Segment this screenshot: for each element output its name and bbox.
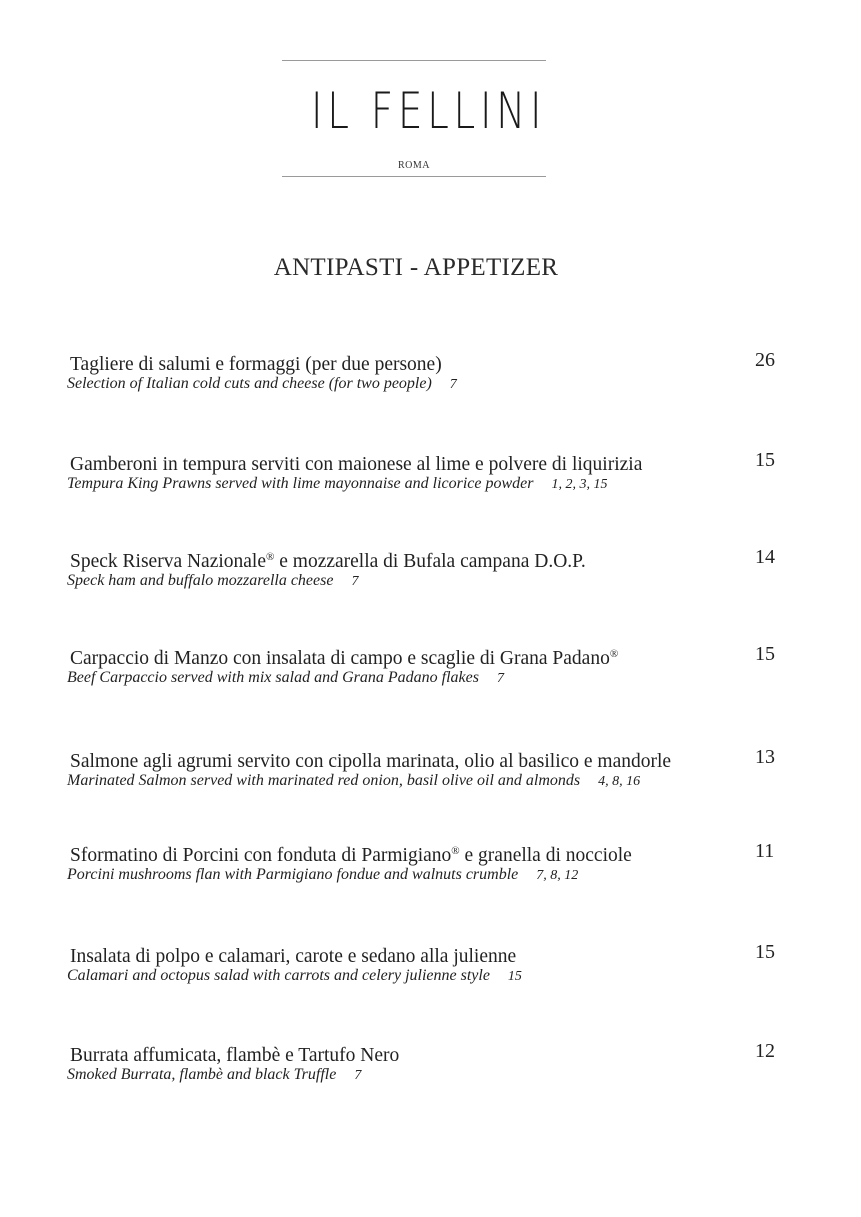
item-name: Gamberoni in tempura serviti con maionese al lime e polvere di liquirizia [70, 454, 643, 475]
item-description: Porcini mushrooms flan with Parmigiano fondue and walnuts crumble 7, 8, 12 [67, 866, 579, 883]
restaurant-logo [282, 60, 546, 178]
item-name: Sformatino di Porcini con fonduta di Parmigiano® e granella di nocciole [70, 845, 632, 866]
item-price: 15 [755, 643, 775, 665]
item-name: Burrata affumicata, flambè e Tartufo Nero [70, 1045, 400, 1066]
logo-top-rule [282, 60, 546, 61]
item-price: 15 [755, 941, 775, 963]
item-allergens: 7 [354, 1068, 362, 1083]
item-price: 12 [755, 1040, 775, 1062]
item-name: Salmone agli agrumi servito con cipolla marinata, olio al basilico e mandorle [70, 751, 672, 772]
logo-bottom-rule [282, 176, 546, 177]
menu-item [0, 348, 861, 408]
item-allergens: 7 [449, 377, 457, 392]
item-description: Marinated Salmon served with marinated red onion, basil olive oil and almonds 4, 8, 16 [67, 772, 641, 789]
menu-item [0, 839, 861, 899]
item-description: Smoked Burrata, flambè and black Truffle 7 [67, 1066, 362, 1083]
item-description: Tempura King Prawns served with lime mayonnaise and licorice powder 1, 2, 3, 15 [67, 475, 608, 492]
item-price: 13 [755, 746, 775, 768]
item-name: Insalata di polpo e calamari, carote e sedano alla julienne [70, 946, 517, 967]
restaurant-city: ROMA [397, 160, 430, 171]
item-name: Tagliere di salumi e formaggi (per due persone) [70, 354, 442, 375]
menu-item [0, 545, 861, 605]
item-description: Calamari and octopus salad with carrots and celery julienne style 15 [67, 967, 522, 984]
item-price: 15 [755, 449, 775, 471]
item-price: 26 [755, 349, 775, 371]
menu-item [0, 642, 861, 702]
item-description: Speck ham and buffalo mozzarella cheese 7 [67, 572, 359, 589]
item-allergens: 1, 2, 3, 15 [551, 477, 608, 492]
item-description: Selection of Italian cold cuts and cheese (for two people) 7 [67, 375, 457, 392]
item-allergens: 4, 8, 16 [598, 774, 641, 789]
item-allergens: 15 [507, 969, 522, 984]
item-price: 11 [755, 840, 775, 862]
item-allergens: 7, 8, 12 [536, 868, 579, 883]
item-allergens: 7 [496, 671, 504, 686]
restaurant-name: IL FELLINI [311, 82, 547, 140]
item-name: Carpaccio di Manzo con insalata di campo e scaglie di Grana Padano® [70, 648, 619, 669]
menu-item [0, 745, 861, 805]
item-name: Speck Riserva Nazionale® e mozzarella di Bufala campana D.O.P. [70, 551, 586, 572]
menu-item [0, 940, 861, 1000]
section-title: ANTIPASTI - APPETIZER [273, 254, 559, 281]
item-price: 14 [755, 546, 775, 568]
item-allergens: 7 [351, 574, 359, 589]
menu-item [0, 1039, 861, 1099]
menu-item [0, 448, 861, 508]
item-description: Beef Carpaccio served with mix salad and Grana Padano flakes 7 [67, 669, 504, 686]
